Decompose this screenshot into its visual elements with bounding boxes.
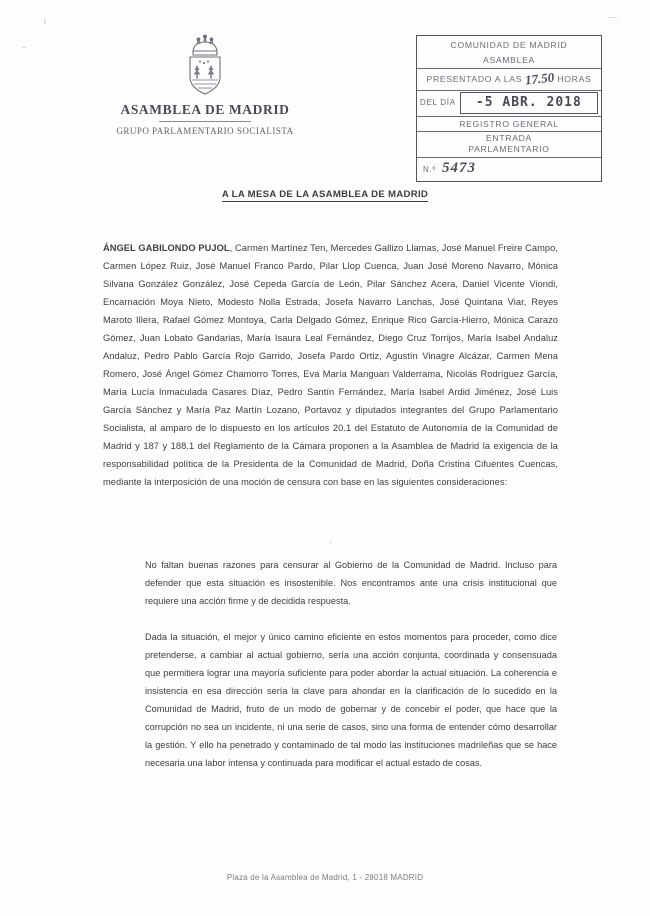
stamp-date-value: -5 ABR. 2018 (460, 92, 598, 114)
considerations-block (145, 556, 557, 772)
stamp-registry-general: REGISTRO GENERAL (417, 117, 601, 132)
letterhead-divider (159, 121, 251, 122)
scan-artifact (22, 47, 26, 48)
stamp-assembly-line: ASAMBLEA (417, 53, 601, 70)
stamp-number-row (417, 158, 601, 181)
parliamentary-group-name: GRUPO PARLAMENTARIO SOCIALISTA (116, 126, 294, 136)
document-title-text: A LA MESA DE LA ASAMBLEA DE MADRID (221, 189, 429, 200)
signatories-paragraph (103, 239, 558, 491)
consideration-paragraph: No faltan buenas razones para censurar al Gobierno de la Comunidad de Madrid. Incluso para defender que esta situación es insostenible. Nos encontramos ante una crisis institucional que requiere una acción firme y de decidida respuesta. (145, 560, 557, 606)
scan-artifact (330, 540, 331, 544)
stamp-registry-parlamentario: PARLAMENTARIO (417, 144, 601, 158)
signatories-body-text: , Carmen Martínez Ten, Mercedes Gallizo Llamas, José Manuel Freire Campo, Carmen López Ruiz, José Manuel Franco Pardo, Pilar Llop Cuenca, Juan José Moreno Navarro, Mónica Silvana González González, José Cepeda García de León, Pilar Sánchez Acera, Daniel Vicente Viondi, Encarnación Moya Nieto, Modesto Nolla Estrada, Josefa Navarro Lanchas, José Quintana Viar, Reyes Maroto Illera, Rafael Gómez Montoya, Carla Delgado Gómez, Enrique Rico García-Hierro, Mónica Carazo Gómez, Juan Lobato Gandarias, María Isaura Leal Fernández, Diego Cruz Torrijos, María Isabel Andaluz Andaluz, Pedro Pablo García Rojo Garrido, Josefa Pardo Ortiz, Agustín Vinagre Alcázar, Carmen Mena Romero, José Ángel Gómez Chamorro Torres, Eva María Manguan Valderrama, Nicolás Rodríguez García, María Lucía Inmaculada Casares Díaz, Pedro Santín Fernández, María Isabel Ardid Jiménez, José Luis García Sánchez y María Paz Martín Lozano, Portavoz y diputados integrantes del Grupo Parlamentario Socialista, al amparo de lo dispuesto en los artículos 20.1 del Estatuto de Autonomía de la Comunidad de Madrid y 187 y 188.1 del Reglamento de la Cámara proponen a la Asamblea de Madrid la exigencia de la responsabilidad política de la Presidenta de la Comunidad de Madrid, Doña Cristina Cifuentes Cuencas, mediante la interposición de una moción de censura con base en las siguientes consideraciones: (103, 243, 558, 487)
stamp-hours-label: HORAS (557, 74, 592, 85)
stamp-day-label: DEL DÍA (420, 97, 456, 107)
madrid-coat-of-arms-icon (178, 34, 232, 96)
stamp-presented-label: PRESENTADO A LAS (426, 74, 523, 85)
scan-artifact (44, 19, 46, 24)
consideration-paragraph: Dada la situación, el mejor y único camino eficiente en estos momentos para proceder, como dice pretenderse, a cambiar al actual gobierno, sería una acción conjunta, coordinada y consensuada que permitiera lograr una mayoría suficiente para poder abordar la actual situación. La coherencia e insistencia en esa dirección sería la clave para ahondar en la clarificación de lo sucedido en la Comunidad de Madrid, fruto de un modo de gobernar y de concebir el poder, que hace que la corrupción no sea un incidente, ni una serie de casos, sino una forma de entender cómo desarrollar la gestión. Y ello ha penetrado y contaminado de tal modo las instituciones madrileñas que se hace necesaria una labor intensa y continuada para modificar el actual estado de cosas. (145, 632, 557, 768)
stamp-community-line: COMUNIDAD DE MADRID (450, 40, 568, 50)
footer-address: Plaza de la Asamblea de Madrid, 1 - 28018 MADRID (226, 873, 424, 882)
stamp-number-value: 5473 (442, 160, 477, 177)
stamp-number-label: N.º (423, 165, 437, 175)
organization-name: ASAMBLEA DE MADRID (120, 102, 290, 117)
letterhead (60, 34, 350, 136)
stamp-date-row (417, 91, 601, 117)
stamp-registry-entrada: ENTRADA (486, 132, 532, 143)
stamp-presented-row (417, 69, 601, 90)
stamp-presented-time: 17.50 (524, 69, 556, 88)
scan-artifact (608, 17, 617, 18)
lead-signatory-name: ÁNGEL GABILONDO PUJOL (103, 243, 230, 253)
registry-stamp (416, 35, 602, 182)
document-title (0, 189, 650, 200)
